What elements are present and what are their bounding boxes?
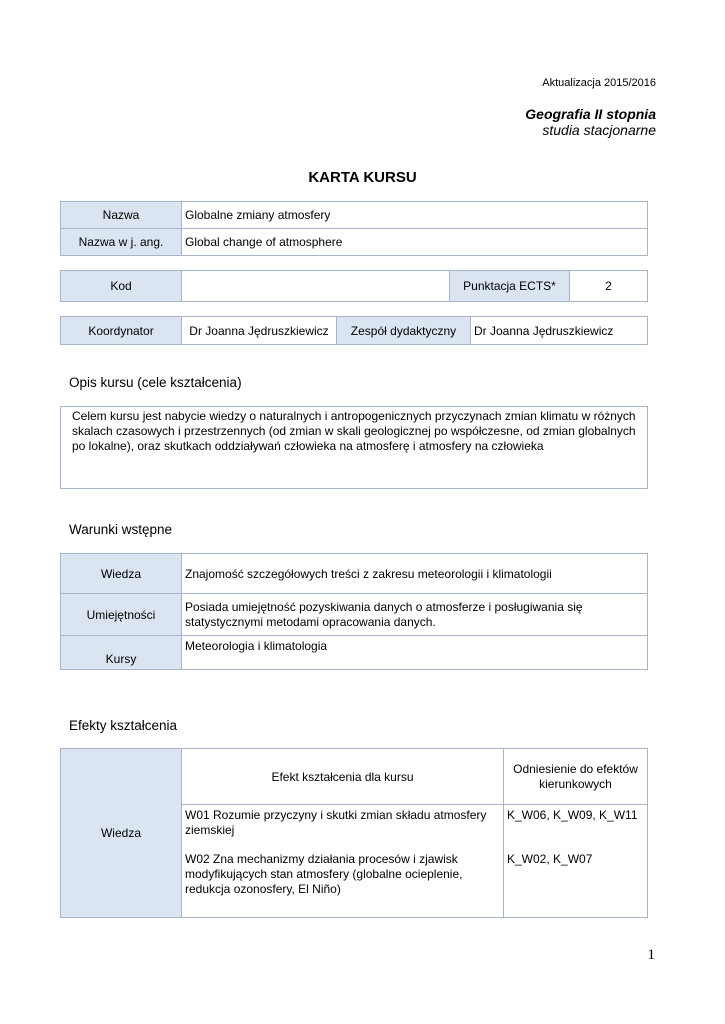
- reference-item-w02: K_W02, K_W07: [507, 852, 593, 866]
- name-en-label: Nazwa w j. ang.: [61, 229, 182, 256]
- basic-info-table: [60, 201, 648, 256]
- outcomes-heading: Efekty kształcenia: [69, 718, 178, 733]
- courses-value: Meteorologia i klimatologia: [182, 636, 648, 670]
- code-value: [182, 271, 450, 302]
- ects-label: Punktacja ECTS*: [450, 271, 570, 302]
- description-text: Celem kursu jest nabycie wiedzy o naturalnych i antropogenicznych przyczynach zmian klimatu w różnych skalach czasowych i przestrzennych (od zmian w skali geologicznej po współczesne, od zmian globalnych po lokalne), oraz skutkach oddziaływań człowieka na atmosferę i atmosfery na człowieka: [72, 409, 636, 453]
- reference-list: [504, 805, 648, 918]
- outcomes-table: [60, 748, 648, 918]
- description-box: [60, 406, 648, 489]
- prerequisites-heading: Warunki wstępne: [69, 522, 173, 537]
- description-heading: Opis kursu (cele kształcenia): [69, 375, 242, 390]
- knowledge-value: Znajomość szczegółowych treści z zakresu meteorologii i klimatologii: [182, 554, 648, 594]
- page-number: 1: [647, 947, 655, 963]
- skills-value: Posiada umiejętność pozyskiwania danych o atmosferze i posługiwania się statystycznymi metodami opracowania danych.: [182, 594, 648, 636]
- courses-label: Kursy: [61, 636, 182, 670]
- ects-value: 2: [570, 271, 648, 302]
- program-name: Geografia II stopnia: [525, 106, 656, 122]
- team-label: Zespół dydaktyczny: [337, 317, 471, 345]
- coordination-table: [60, 316, 648, 345]
- outcome-item-w01: W01 Rozumie przyczyny i skutki zmian składu atmosfery ziemskiej: [185, 808, 487, 837]
- team-value: Dr Joanna Jędruszkiewicz: [471, 317, 648, 345]
- outcomes-row-label: Wiedza: [61, 749, 182, 918]
- page-title: KARTA KURSU: [308, 169, 417, 186]
- name-label: Nazwa: [61, 202, 182, 229]
- update-note: Aktualizacja 2015/2016: [542, 77, 656, 89]
- code-table: [60, 270, 648, 302]
- coordinator-value: Dr Joanna Jędruszkiewicz: [182, 317, 337, 345]
- name-value: Globalne zmiany atmosfery: [182, 202, 648, 229]
- reference-column-header: Odniesienie do efektów kierunkowych: [504, 749, 648, 805]
- prerequisites-table: [60, 553, 648, 670]
- coordinator-label: Koordynator: [61, 317, 182, 345]
- outcome-column-header: Efekt kształcenia dla kursu: [182, 749, 504, 805]
- study-mode: studia stacjonarne: [542, 122, 656, 138]
- code-label: Kod: [61, 271, 182, 302]
- outcome-item-w02: W02 Zna mechanizmy działania procesów i zjawisk modyfikujących stan atmosfery (globalne ocieplenie, redukcja ozonosfery, El Niño): [185, 852, 463, 896]
- name-en-value: Global change of atmosphere: [182, 229, 648, 256]
- outcome-list: [182, 805, 504, 918]
- knowledge-label: Wiedza: [61, 554, 182, 594]
- reference-item-w01: K_W06, K_W09, K_W11: [507, 808, 638, 822]
- skills-label: Umiejętności: [61, 594, 182, 636]
